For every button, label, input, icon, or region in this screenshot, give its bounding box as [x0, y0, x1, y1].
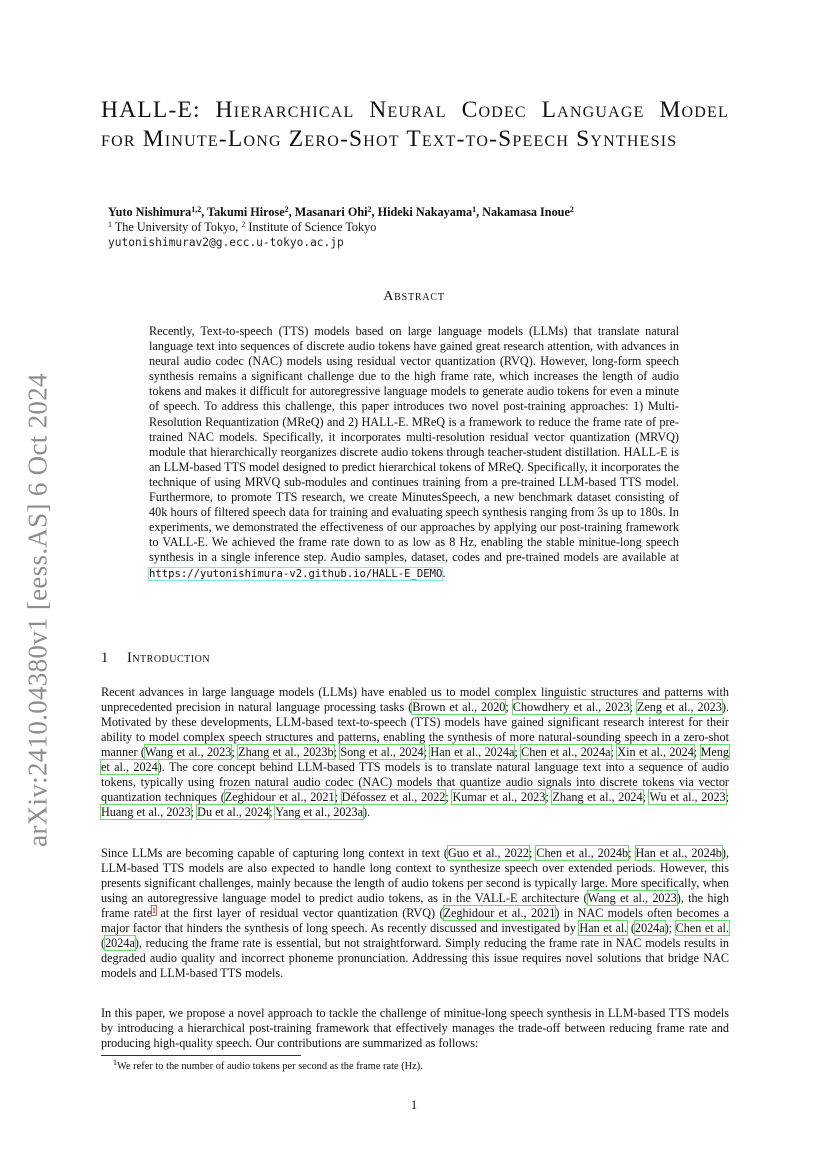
paragraph-text: ; — [725, 790, 730, 805]
paragraph-text: ), the high frame rate — [101, 891, 729, 921]
citation-link[interactable]: Han et al. — [579, 921, 628, 936]
paragraph-text: ). — [363, 805, 371, 820]
paragraph-text: Since LLMs are becoming capable of capturing long context in text ( — [101, 846, 448, 860]
citation-link[interactable]: Chen et al., 2024a — [521, 745, 611, 760]
page-number: 1 — [410, 1098, 418, 1112]
citation-link[interactable]: Zeghidour et al., 2021 — [224, 790, 335, 805]
footnote-text: We refer to the number of audio tokens per second as the frame rate (Hz). — [117, 1061, 423, 1072]
author-list — [108, 204, 728, 220]
citation-link[interactable]: Du et al., 2024 — [197, 805, 270, 820]
paragraph-text: ; — [545, 790, 553, 805]
paragraph-text: ). Motivated by these developments, LLM-based text-to-speech (TTS) models have gained significant research interest for their ability to model complex speech structures and patterns, enabling the synthesis of more natural-sounding speech in a zero-shot manner ( — [101, 700, 729, 760]
paragraph-text: ), reducing the frame rate is essential, but not straightforward. Simply reducing the frame rate in NAC models results in degraded audio quality and incorrect phoneme pronunciation. Addressing this issue requires novel solutions that bridge NAC models and LLM-based TTS models. — [101, 936, 729, 981]
paragraph-text: ; — [629, 700, 637, 715]
paragraph-text: ) in NAC models often becomes a major factor that hinders the synthesis of long speech. As recently discussed and investigated by — [101, 906, 729, 936]
paragraph-text: ; — [693, 745, 701, 760]
author-affiliation-mark: 1,2 — [191, 205, 202, 214]
paragraph-text: ). The core concept behind LLM-based TTS models is to translate natural language text into a sequence of audio tokens, typically using frozen natural audio codec (NAC) models that quantize audio signals into discrete tokens via vector quantization techniques ( — [101, 760, 730, 805]
footnote-divider — [101, 1055, 301, 1056]
author-name: Takumi Hirose — [207, 205, 285, 219]
paper-title: HALL-E: Hierarchical Neural Codec Language Model for Minute-Long Zero-Shot Text-to-Speech Synthesis — [101, 97, 729, 152]
paragraph-text: ; — [628, 846, 636, 860]
paragraph-text: ; — [505, 700, 513, 715]
paragraph-text: ; — [514, 745, 522, 760]
affiliation-1: The University of Tokyo, — [112, 220, 242, 234]
contact-email[interactable]: yutonishimurav2@g.ecc.u-tokyo.ac.jp — [108, 236, 344, 249]
intro-paragraph-3: In this paper, we propose a novel approach to tackle the challenge of minitue-long speech synthesis in LLM-based TTS models by introducing a hierarchical post-training framework that effectively manages the trade-off between reducing frame rate and producing high-quality speech. Our contributions are summarized as follows: — [101, 1006, 729, 1051]
paragraph-text: ( — [101, 936, 106, 951]
citation-link[interactable]: Song et al., 2024 — [340, 745, 424, 760]
citation-link[interactable]: 2024a — [105, 936, 135, 951]
citation-link[interactable]: Kumar et al., 2023 — [452, 790, 546, 805]
citation-link[interactable]: Xin et al., 2024 — [617, 745, 694, 760]
footnote-reference[interactable]: 1 — [152, 906, 157, 916]
arxiv-side-stamp — [18, 360, 58, 860]
citation-link[interactable]: Zeng et al., 2023 — [636, 700, 722, 715]
citation-link[interactable]: Défossez et al., 2022 — [341, 790, 446, 805]
citation-link[interactable]: Chen et al., 2024b — [536, 846, 629, 860]
affiliation-2: Institute of Science Tokyo — [245, 220, 377, 234]
paragraph-text: ; — [333, 745, 341, 760]
citation-link[interactable]: Chen et al. — [675, 921, 729, 936]
citation-link[interactable]: Zhang et al., 2024 — [552, 790, 643, 805]
paragraph-text: ; — [642, 790, 650, 805]
citation-link[interactable]: Meng et al., 2024 — [101, 745, 730, 775]
citation-link[interactable]: Zhang et al., 2023b — [238, 745, 334, 760]
paragraph-text: at the first layer of residual vector quantization (RVQ) ( — [156, 906, 444, 921]
author-separator: , — [371, 205, 378, 219]
paragraph-text: ; — [190, 805, 198, 820]
author-separator: , — [201, 205, 208, 219]
author-name: Masanari Ohi — [294, 205, 368, 219]
author-affiliation-mark: 2 — [284, 205, 289, 214]
intro-paragraph-1 — [101, 685, 729, 820]
paragraph-text: ), LLM-based TTS models are also expected to handle long context to synthesize speech over extended periods. However, this presents significant challenges, mainly because the length of audio tokens per second is typically large. More specifically, when using an autoregressive language model to predict audio tokens, as in the VALL-E architecture ( — [101, 846, 729, 906]
citation-link[interactable]: Wang et al., 2023 — [587, 891, 677, 906]
citation-link[interactable]: Brown et al., 2020 — [412, 700, 506, 715]
citation-link[interactable]: Chowdhery et al., 2023 — [512, 700, 630, 715]
citation-link[interactable]: Yang et al., 2023a — [275, 805, 364, 820]
affiliation-mark: 2 — [241, 220, 246, 229]
demo-link[interactable]: https://yutonishimura-v2.github.io/HALL-E_DEMO — [149, 567, 443, 580]
citation-link[interactable]: Wang et al., 2023 — [145, 745, 232, 760]
citation-link[interactable]: 2024a — [634, 921, 665, 936]
paragraph-text: ( — [627, 921, 635, 936]
section-heading — [101, 650, 729, 667]
affiliation-mark: 1 — [108, 220, 112, 229]
author-name: Yuto Nishimura — [108, 205, 192, 219]
paragraph-text: ; — [445, 790, 453, 805]
paragraph-text: Recent advances in large language models (LLMs) have enabled us to model complex linguistic structures and patterns with unprecedented precision in natural language processing tasks ( — [101, 685, 729, 715]
paragraph-text: ; — [334, 790, 342, 805]
citation-link[interactable]: Zeghidour et al., 2021 — [443, 906, 556, 921]
author-name: Nakamasa Inoue — [482, 205, 570, 219]
author-affiliation-mark: 2 — [367, 205, 372, 214]
paragraph-text: ; — [231, 745, 239, 760]
arxiv-identifier: arXiv:2410.04380v1 [eess.AS] 6 Oct 2024 — [22, 373, 53, 847]
abstract-tail: . — [442, 565, 446, 580]
author-separator: , — [476, 205, 483, 219]
paragraph-text: ; — [610, 745, 618, 760]
paragraph-text: ; — [423, 745, 431, 760]
paragraph-text: ); — [664, 921, 676, 936]
affiliations — [108, 219, 728, 235]
author-affiliation-mark: 1 — [472, 205, 477, 214]
footnote-mark: 1 — [113, 1058, 117, 1067]
paragraph-text: ; — [269, 805, 276, 820]
author-affiliation-mark: 2 — [569, 205, 574, 214]
section-title: Introduction — [127, 650, 211, 666]
abstract-body: Recently, Text-to-speech (TTS) models based on large language models (LLMs) that translate natural language text into sequences of discrete audio tokens have gained great research attention, with advances in neural audio codec (NAC) models using residual vector quantization (RVQ). However, long-form speech synthesis remains a significant challenge due to the high frame rate, which increases the length of audio tokens and makes it difficult for autoregressive language models to generate audio tokens for even a minute of speech. To address this challenge, this paper introduces two novel post-training approaches: 1) Multi-Resolution Requantization (MReQ) and 2) HALL-E. MReQ is a framework to reduce the frame rate of pre-trained NAC models. Specifically, it incorporates multi-resolution residual vector quantization (MRVQ) module that hierarchically reorganizes discrete audio tokens through teacher-student distillation. HALL-E is an LLM-based TTS model designed to predict hierarchical tokens of MReQ. Specifically, it incorporates the technique of using MRVQ sub-modules and continues training from a pre-trained LLM-based TTS model. Furthermore, to promote TTS research, we create MinutesSpeech, a new benchmark dataset consisting of 40k hours of filtered speech data for training and evaluating speech synthesis ranging from 3s up to 180s. In experiments, we demonstrated the effectiveness of our approaches by applying our post-training framework to VALL-E. We achieved the frame rate down to as low as 8 Hz, enabling the stable minitue-long speech synthesis in a single inference step. Audio samples, dataset, codes and pre-trained models are available at — [149, 324, 679, 565]
citation-link[interactable]: Han et al., 2024a — [430, 745, 515, 760]
citation-link[interactable]: Han et al., 2024b — [635, 846, 722, 860]
author-name: Hideki Nakayama — [377, 205, 473, 219]
citation-link[interactable]: Guo et al., 2022 — [447, 846, 529, 860]
footnote — [113, 1060, 729, 1074]
abstract-heading: Abstract — [383, 289, 445, 304]
citation-link[interactable]: Huang et al., 2023 — [101, 805, 191, 820]
abstract-text — [149, 324, 679, 582]
author-separator: , — [288, 205, 295, 219]
paragraph-text: ; — [528, 846, 537, 860]
citation-link[interactable]: Wu et al., 2023 — [649, 790, 726, 805]
section-number: 1 — [101, 650, 109, 666]
intro-paragraph-2 — [101, 846, 729, 981]
